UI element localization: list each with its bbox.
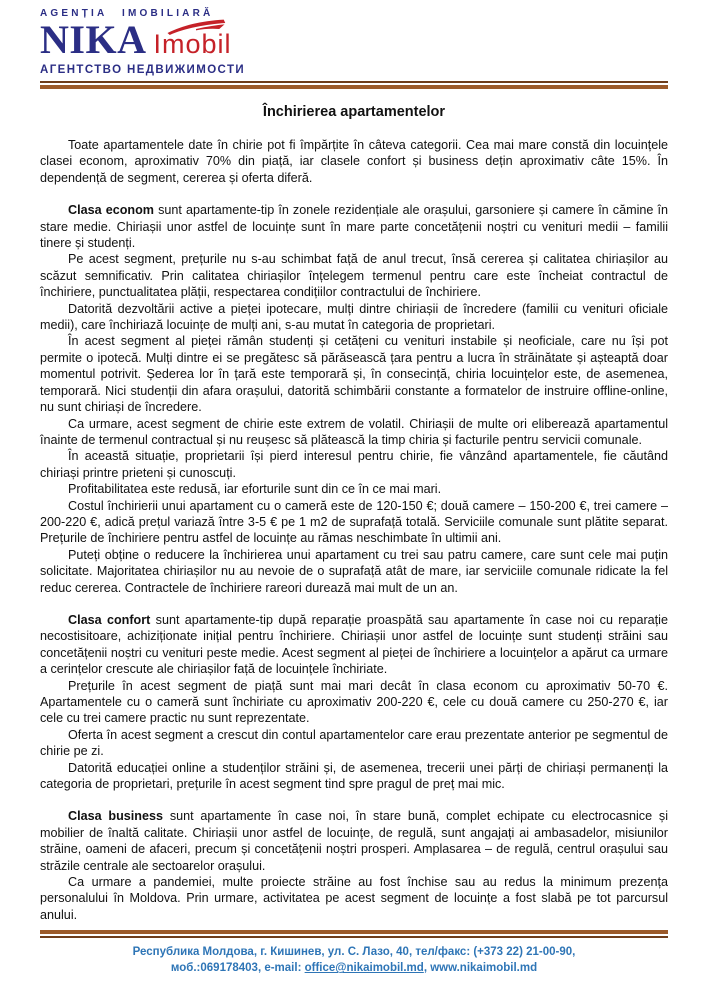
footer-line-2 [40, 960, 668, 976]
paragraph-lead: Clasa business [68, 809, 164, 824]
paragraph-text: Pe acest segment, prețurile nu s-au schimbat față de anul trecut, însă cererea și calitatea chiriașilor au scăzut semnificativ. Prin calitatea chiriașilor înțelegem termenul pentru care este încheiat contractul de închiriere, punctualitatea plății, respectarea condițiilor contractului de închiriere. [40, 252, 668, 300]
paragraph-text: Datorită dezvoltării active a pieței ipotecare, mulți dintre chiriașii de încredere (familii cu venituri oficiale medii), care închiriază locuințe de mulți ani, s-au mutat în categoria de proprietari. [40, 301, 668, 333]
paragraph-text: Puteți obține o reducere la închirierea unui apartament cu trei sau patru camere, care sunt cele mai puțin solicitate. Majoritatea chiriașilor nu au nevoie de o suprafață atât de mare, iar serviciile comunale ridicate la fel reduc cererea. Contractele de închiriere rareori durează mai mult de un an. [40, 547, 668, 595]
paragraph [40, 808, 668, 874]
paragraph-text: Prețurile în acest segment de piață sunt mai mari decât în clasa econom cu aproximativ 50-70 €. Apartamentele cu o cameră sunt închiriate cu aproximativ 200-220 €, cele cu două camere cu 250-270 €, iar cele cu trei camere practic nu sunt reprezentate. [40, 678, 668, 726]
paragraph [40, 612, 668, 678]
paragraph-text: În această situație, proprietarii își pierd interesul pentru chirie, fie vânzând apartamentele, fie căutând chiriași printre prieteni și cunoscuți. [40, 449, 668, 480]
paragraph [40, 547, 668, 596]
paragraph-text: Oferta în acest segment a crescut din contul apartamentelor care erau prezentate anterior pe segmentul de chirie pe zi. [40, 727, 668, 759]
paragraph [40, 251, 668, 300]
paragraph-text: sunt apartamente-tip în zonele rezidențiale ale orașului, garsoniere și camere în cămine în stare medie. Chiriașii unor astfel de locuințe sunt în mare parte concetățenii noștri cu venituri medii – familii tinere și studenți. [40, 203, 669, 251]
company-logo [40, 8, 668, 76]
header-rule [40, 81, 668, 89]
footer-line-2-prefix: моб.:069178403, e-mail: [170, 962, 305, 975]
document-title: Închirierea apartamentelor [262, 104, 446, 120]
paragraph-text: sunt apartamente-tip după reparație proaspătă sau apartamente în case noi cu reparație necostisitoare, achiziționate inițial pentru închiriere. Chiriașii unor astfel de locuințe sunt studenți străini sau concetățenii noștri cu venituri peste medie. Acest segment al pieței de închiriere a locuințelor a apărut ca urmare a cerințelor crescute ale chiriașilor față de locuințele închiriate. [40, 612, 668, 677]
paragraph-lead: Clasa confort [68, 612, 151, 627]
paragraph [40, 678, 668, 727]
paragraph-text: Ca urmare a pandemiei, multe proiecte străine au fost închise sau au redus la minimum prezența personalului în Moldova. Prin urmare, activitatea pe acest segment de locuințe a fost slabă pe tot parcursul anului. [40, 875, 668, 922]
logo-tagline-bottom: АГЕНТСТВО НЕДВИЖИМОСТИ [40, 64, 246, 76]
paragraph [40, 481, 668, 497]
paragraph-text: Ca urmare, acest segment de chirie este extrem de volatil. Chiriașii de multe ori eliberează apartamentul înainte de termenul contractual și nu reușesc să plătească la timp chiria și facturile pentru servicii comunale. [40, 416, 668, 447]
footer-line-2-suffix: , www.nikaimobil.md [423, 962, 538, 975]
paragraph [40, 333, 668, 415]
email-link[interactable]: office@nikaimobil.md [304, 962, 424, 975]
paragraph [40, 498, 668, 547]
paragraph [40, 301, 668, 334]
paragraph-text: Profitabilitatea este redusă, iar eforturile sunt din ce în ce mai mari. [68, 482, 442, 497]
paragraph-text: Datorită educației online a studenților străini și, de asemenea, trecerii unei părți de chiriași permanenți la categoria de proprietari, prețurile în acest segment tind spre pragul de preț mai mic. [40, 760, 668, 792]
paragraph [40, 760, 668, 793]
brand-name-nika: NIKA [40, 17, 147, 62]
paragraph [40, 727, 668, 760]
paragraph-text: sunt apartamente în case noi, în stare bună, complet echipate cu electrocasnice și mobilier de înaltă calitate. Chiriașii unor astfel de locuințe, de regulă, sunt angajați ai ambasadelor, misiunilor străine, oameni de afaceri, precum și concetățenii noștri prosperi. Amplasarea – de regulă, centrul orașului sau străzile centrale ale sectoarelor orașului. [40, 809, 668, 873]
brand-name-imobil: Imobil [153, 29, 232, 59]
logo-tagline-top: AGENȚIA IMOBILIARĂ [40, 8, 214, 19]
paragraph [40, 416, 668, 449]
paragraph-lead: Clasa econom [68, 203, 154, 218]
paragraph [40, 448, 668, 481]
paragraph [40, 874, 668, 923]
footer-contact [40, 944, 668, 976]
paragraph-text: Costul închirierii unui apartament cu o cameră este de 120-150 €; două camere – 150-200 €, trei camere – 200-220 €, adică prețul variază între 3-5 € pe 1 m2 de suprafață totală. Serviciile comunale sunt plătite separat. Prețurile de închiriere pentru astfel de locuințe au rămas neschimbate în ultimii ani. [40, 498, 668, 546]
paragraph [40, 137, 668, 186]
logo-brand-row [40, 17, 668, 62]
footer-rule [40, 930, 668, 938]
document-body [40, 104, 668, 923]
paragraph [40, 202, 668, 251]
paragraph-text: În acest segment al pieței rămân studenți și cetățeni cu venituri instabile și neoficiale, care nu își pot permite o ipotecă. Mulți dintre ei se pregătesc să părăsească țara pentru a lucra în străinătate și așteaptă doar momentul potrivit. Șederea lor în țară este temporară și, în consecință, chiria locuințelor este, de asemenea, temporară. Nici studenții din afara orașului, datorită schimbării constante a formatelor de instruire offline-online, nu sunt chiriași de încredere. [40, 334, 668, 415]
footer-line-1: Республика Молдова, г. Кишинев, ул. С. Лазо, 40, тел/факс: (+373 22) 21-00-90, [132, 946, 576, 959]
roof-swoosh-icon [166, 19, 226, 35]
brand-name-imobil-wrap [153, 31, 231, 58]
paragraph-text: Toate apartamentele date în chirie pot fi împărțite în câteva categorii. Cea mai mare constă din locuințele clasei econom, aproximativ 70% din piață, iar clasele confort și business dețin aproximativ câte 15%. În dependență de segment, cererea și oferta diferă. [40, 138, 668, 185]
